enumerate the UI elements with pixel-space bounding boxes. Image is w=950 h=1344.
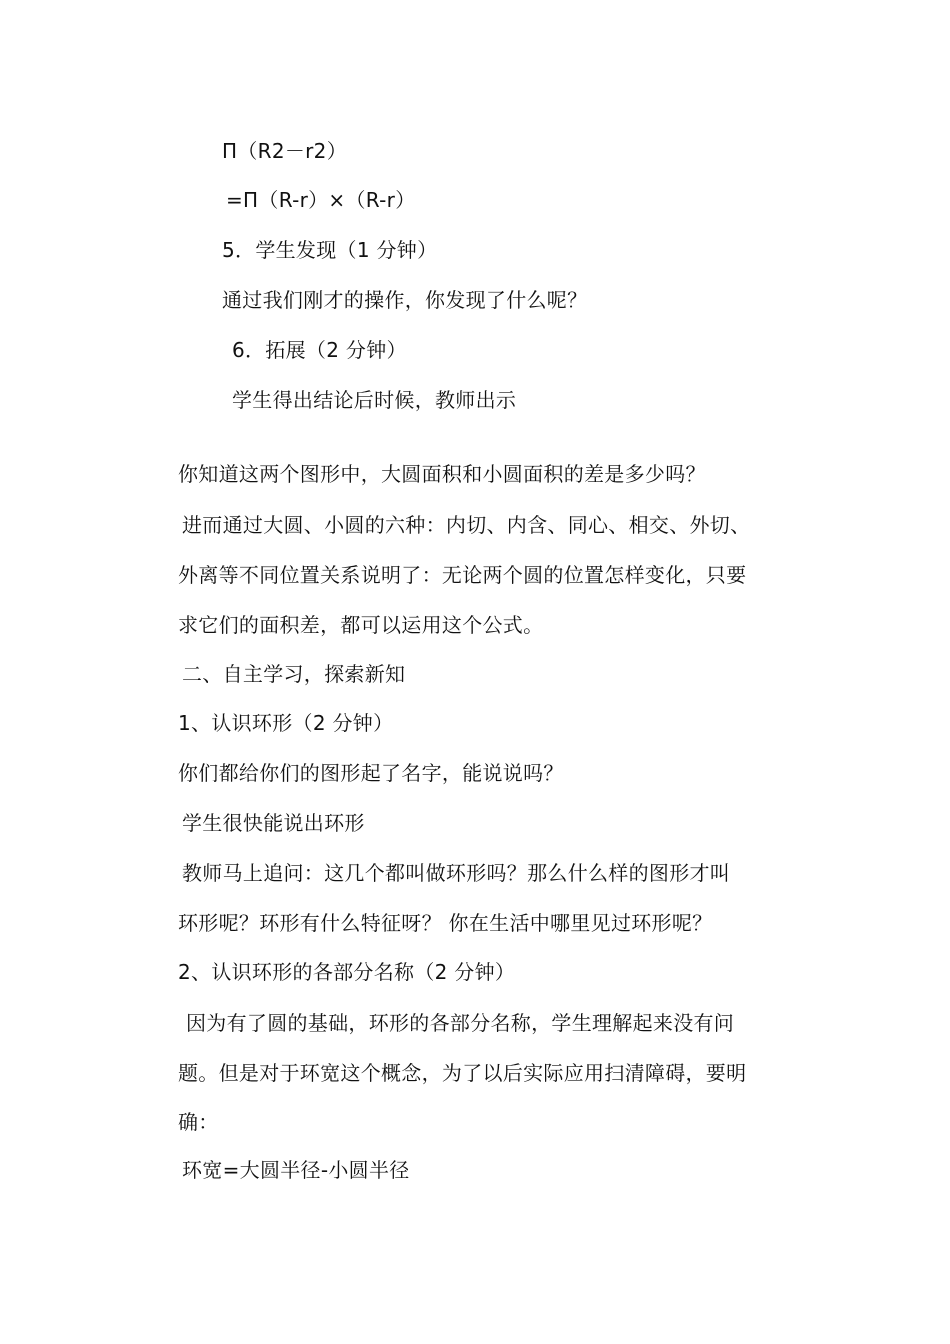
paragraph-line: 你知道这两个图形中，大圆面积和小圆面积的差是多少吗？ [178, 462, 706, 486]
paragraph-line: 因为有了圆的基础，环形的各部分名称，学生理解起来没有问 [186, 1011, 735, 1035]
paragraph-line: 进而通过大圆、小圆的六种：内切、内含、同心、相交、外切、 [182, 513, 751, 537]
formula-line-2: =Π（R-r）×（R-r） [226, 188, 416, 212]
paragraph-line: 你们都给你们的图形起了名字，能说说吗？ [178, 761, 564, 785]
paragraph-line: 学生得出结论后时候，教师出示 [232, 388, 517, 412]
step-6-heading: 6．拓展（2 分钟） [232, 338, 407, 362]
step-5-heading: 5．学生发现（1 分钟） [222, 238, 438, 262]
section-2-heading: 二、自主学习，探索新知 [182, 662, 406, 686]
paragraph-line: 求它们的面积差，都可以运用这个公式。 [178, 613, 544, 637]
formula-line-3: 环宽=大圆半径-小圆半径 [182, 1158, 410, 1182]
paragraph-line: 外离等不同位置关系说明了：无论两个圆的位置怎样变化，只要 [178, 563, 747, 587]
paragraph-line: 学生很快能说出环形 [182, 811, 365, 835]
subsection-2-heading: 2、认识环形的各部分名称（2 分钟） [178, 960, 516, 984]
paragraph-line: 教师马上追问：这几个都叫做环形吗？那么什么样的图形才叫 [182, 861, 731, 885]
paragraph-line: 确： [178, 1110, 219, 1134]
formula-line-1: Π（R2－r2） [222, 139, 348, 163]
subsection-1-heading: 1、认识环形（2 分钟） [178, 711, 394, 735]
paragraph-line: 通过我们刚才的操作，你发现了什么呢？ [222, 288, 588, 312]
paragraph-line: 题。但是对于环宽这个概念，为了以后实际应用扫清障碍，要明 [178, 1061, 747, 1085]
paragraph-line: 环形呢？环形有什么特征呀？ 你在生活中哪里见过环形呢？ [178, 911, 713, 935]
